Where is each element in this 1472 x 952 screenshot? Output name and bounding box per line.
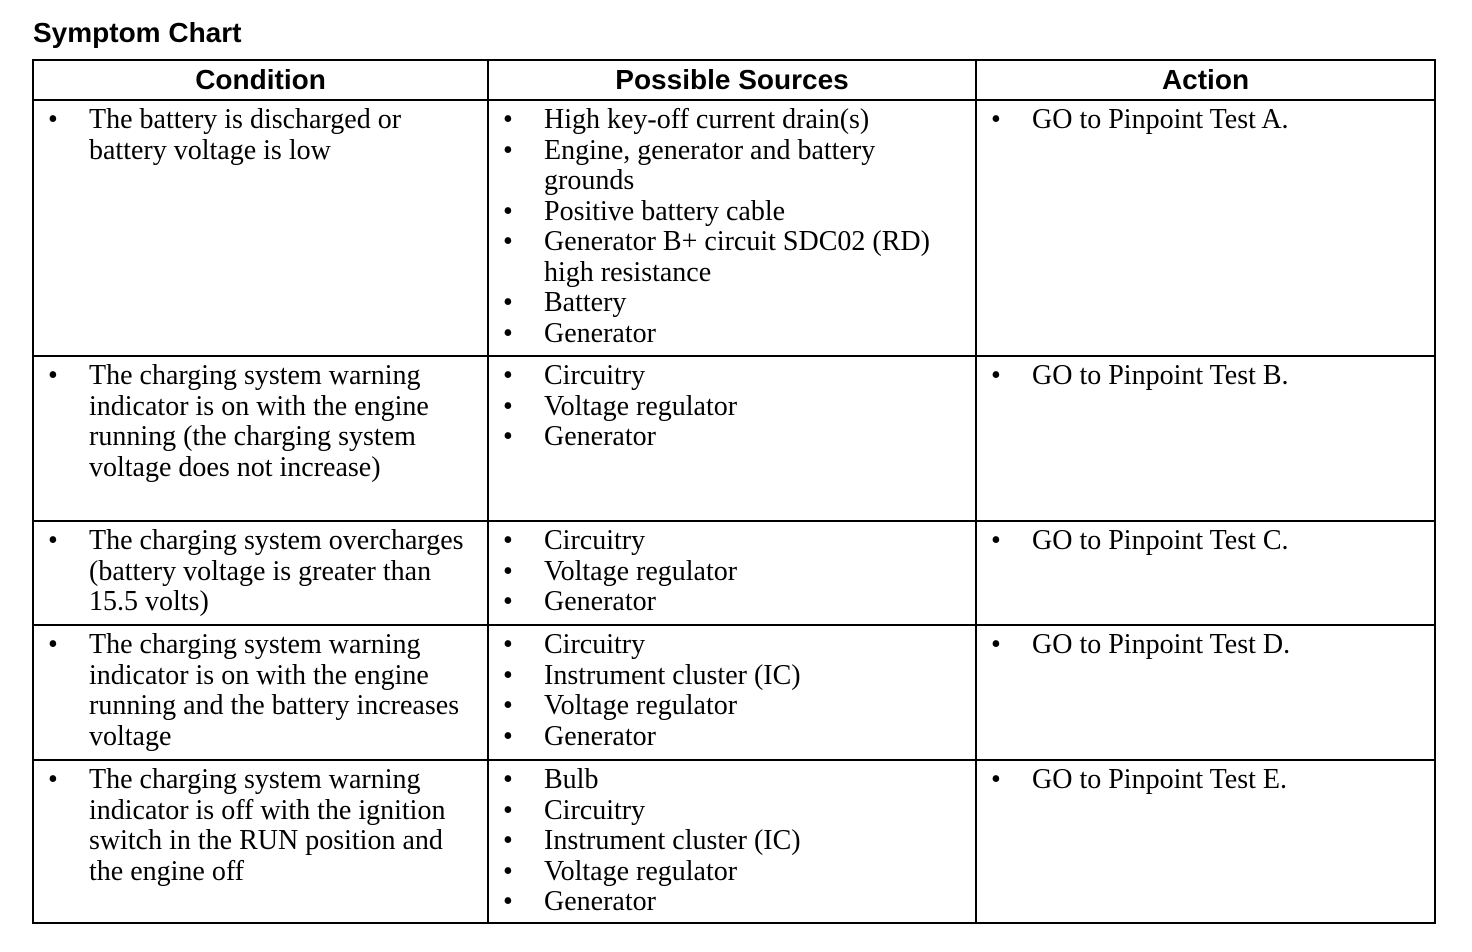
action-cell (976, 625, 1435, 760)
condition-text: • The battery is discharged or battery voltage is low (34, 105, 487, 166)
source-item: • Battery (489, 288, 975, 319)
condition-text: • The charging system warning indicator is on with the engine running (the charging system voltage does not increase) (34, 361, 487, 483)
sources-cell (488, 521, 976, 625)
sources-cell (488, 625, 976, 760)
source-item: • Generator (489, 722, 975, 753)
source-item: • High key-off current drain(s) (489, 105, 975, 136)
source-item: • Generator (489, 422, 975, 453)
action-cell (976, 356, 1435, 521)
sources-cell (488, 100, 976, 356)
source-item: • Bulb (489, 765, 975, 796)
source-item: • Voltage regulator (489, 557, 975, 588)
condition-text: • The charging system warning indicator is on with the engine running and the battery increases voltage (34, 630, 487, 752)
condition-cell (33, 625, 488, 760)
action-text: • GO to Pinpoint Test B. (977, 361, 1434, 392)
condition-text: • The charging system overcharges (battery voltage is greater than 15.5 volts) (34, 526, 487, 618)
source-item: • Generator B+ circuit SDC02 (RD) high resistance (489, 227, 975, 288)
table-row (33, 521, 1435, 625)
source-item: • Circuitry (489, 361, 975, 392)
action-text: • GO to Pinpoint Test D. (977, 630, 1434, 661)
condition-text: • The charging system warning indicator is off with the ignition switch in the RUN position and the engine off (34, 765, 487, 887)
source-item: • Generator (489, 587, 975, 618)
table-row (33, 760, 1435, 923)
source-item: • Instrument cluster (IC) (489, 661, 975, 692)
column-header-possible-sources: Possible Sources (488, 60, 976, 100)
source-item: • Generator (489, 319, 975, 350)
source-item: • Circuitry (489, 630, 975, 661)
action-text: • GO to Pinpoint Test C. (977, 526, 1434, 557)
page-title: Symptom Chart (33, 17, 242, 48)
source-item: • Circuitry (489, 796, 975, 827)
source-item: • Engine, generator and battery grounds (489, 136, 975, 197)
condition-cell (33, 760, 488, 923)
action-cell (976, 100, 1435, 356)
source-item: • Generator (489, 887, 975, 918)
action-cell (976, 521, 1435, 625)
table-row (33, 625, 1435, 760)
sources-cell (488, 760, 976, 923)
column-header-condition: Condition (33, 60, 488, 100)
table-row (33, 356, 1435, 521)
source-item: • Circuitry (489, 526, 975, 557)
action-cell (976, 760, 1435, 923)
condition-cell (33, 356, 488, 521)
table-row (33, 100, 1435, 356)
sources-cell (488, 356, 976, 521)
column-header-action: Action (976, 60, 1435, 100)
symptom-table (32, 59, 1436, 924)
source-item: • Voltage regulator (489, 392, 975, 423)
action-text: • GO to Pinpoint Test E. (977, 765, 1434, 796)
source-item: • Voltage regulator (489, 857, 975, 888)
condition-cell (33, 521, 488, 625)
source-item: • Instrument cluster (IC) (489, 826, 975, 857)
header-row (33, 60, 1435, 100)
action-text: • GO to Pinpoint Test A. (977, 105, 1434, 136)
source-item: • Voltage regulator (489, 691, 975, 722)
source-item: • Positive battery cable (489, 197, 975, 228)
condition-cell (33, 100, 488, 356)
